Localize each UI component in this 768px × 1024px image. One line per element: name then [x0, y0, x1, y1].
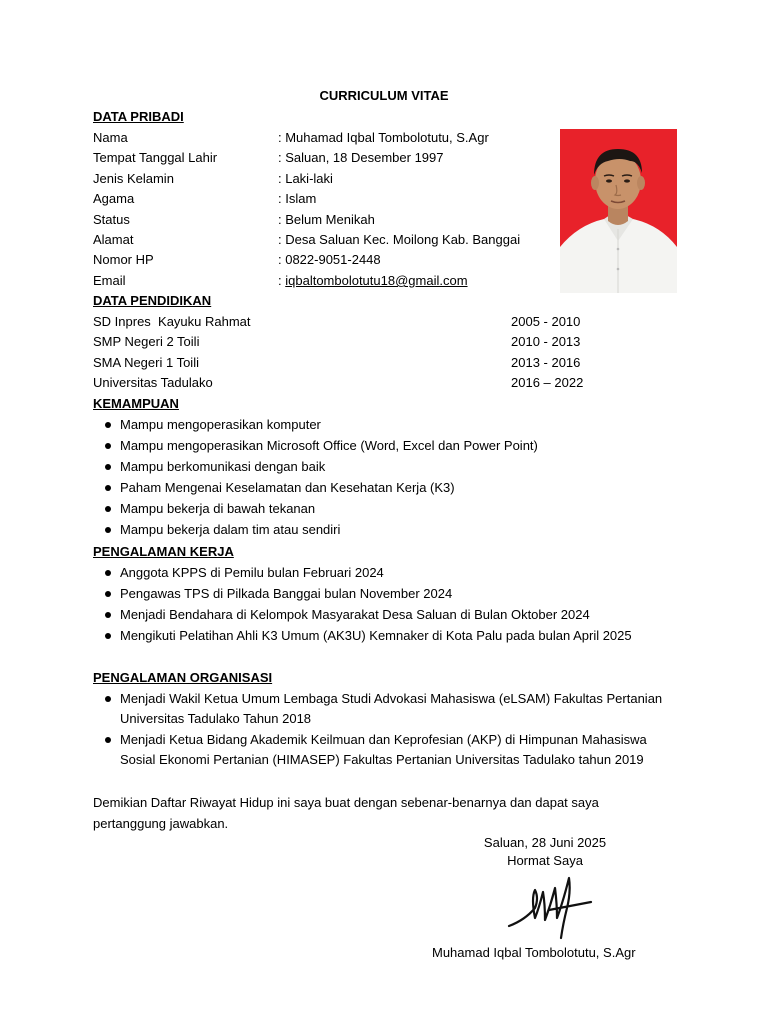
personal-value: : Islam — [278, 191, 317, 206]
email-value-wrap — [278, 271, 468, 291]
list-item: Anggota KPPS di Pemilu bulan Februari 2024 — [93, 563, 663, 583]
person-photo-illustration — [560, 129, 677, 293]
regards: Hormat Saya — [507, 853, 583, 868]
skills-list — [93, 415, 663, 541]
signatory-name: Muhamad Iqbal Tombolotutu, S.Agr — [432, 945, 636, 960]
education-school: Universitas Tadulako — [93, 375, 213, 390]
personal-value: : Desa Saluan Kec. Moilong Kab. Banggai — [278, 232, 521, 247]
skills-heading: KEMAMPUAN — [93, 396, 179, 411]
organization-list — [93, 689, 663, 771]
profile-photo — [560, 129, 677, 293]
list-item: Menjadi Bendahara di Kelompok Masyarakat Desa Saluan di Bulan Oktober 2024 — [93, 605, 663, 625]
personal-heading: DATA PRIBADI — [93, 109, 184, 124]
work-heading: PENGALAMAN KERJA — [93, 544, 234, 559]
place-date: Saluan, 28 Juni 2025 — [483, 835, 607, 850]
email-link[interactable]: iqbaltombolotutu18@gmail.com — [285, 273, 468, 288]
education-school: SMP Negeri 2 Toili — [93, 334, 200, 349]
list-item: Mampu mengoperasikan komputer — [93, 415, 663, 435]
personal-label: Agama — [93, 191, 135, 206]
list-item: Paham Mengenai Keselamatan dan Kesehatan Kerja (K3) — [93, 478, 663, 498]
email-prefix: : — [278, 273, 286, 288]
education-school: SD Inpres Kayuku Rahmat — [93, 314, 251, 329]
personal-label: Nomor HP — [93, 252, 154, 267]
work-list — [93, 563, 663, 647]
personal-value: : Belum Menikah — [278, 212, 375, 227]
education-heading: DATA PENDIDIKAN — [93, 293, 212, 308]
education-years: 2010 - 2013 — [511, 334, 581, 349]
list-item: Mampu mengoperasikan Microsoft Office (Word, Excel dan Power Point) — [93, 436, 663, 456]
organization-heading: PENGALAMAN ORGANISASI — [93, 670, 273, 685]
list-item: Mampu bekerja di bawah tekanan — [93, 499, 663, 519]
personal-label: Jenis Kelamin — [93, 171, 174, 186]
email-label: Email — [93, 273, 126, 288]
signature-image — [505, 868, 595, 940]
education-school: SMA Negeri 1 Toili — [93, 355, 199, 370]
statement-paragraph: Demikian Daftar Riwayat Hidup ini saya buat dengan sebenar-benarnya dan dapat saya pertanggung jawabkan. — [93, 795, 599, 831]
list-item: Mampu bekerja dalam tim atau sendiri — [93, 520, 663, 540]
document-title: CURRICULUM VITAE — [319, 88, 449, 103]
list-item: Pengawas TPS di Pilkada Banggai bulan November 2024 — [93, 584, 663, 604]
personal-label: Tempat Tanggal Lahir — [93, 150, 218, 165]
personal-value: : Saluan, 18 Desember 1997 — [278, 150, 444, 165]
education-years: 2005 - 2010 — [511, 314, 581, 329]
list-item: Mampu berkomunikasi dengan baik — [93, 457, 663, 477]
education-years: 2013 - 2016 — [511, 355, 581, 370]
list-item: Menjadi Wakil Ketua Umum Lembaga Studi Advokasi Mahasiswa (eLSAM) Fakultas Pertanian Universitas Tadulako Tahun 2018 — [93, 689, 663, 729]
list-item: Mengikuti Pelatihan Ahli K3 Umum (AK3U) Kemnaker di Kota Palu pada bulan April 2025 — [93, 626, 663, 646]
personal-label: Status — [93, 212, 130, 227]
personal-value: : Muhamad Iqbal Tombolotutu, S.Agr — [278, 130, 489, 145]
personal-label: Nama — [93, 130, 128, 145]
list-item: Menjadi Ketua Bidang Akademik Keilmuan dan Keprofesian (AKP) di Himpunan Mahasiswa Sosial Ekonomi Pertanian (HIMASEP) Fakultas Pertanian Universitas Tadulako tahun 2019 — [93, 730, 663, 770]
personal-value: : 0822-9051-2448 — [278, 252, 381, 267]
education-years: 2016 – 2022 — [511, 375, 584, 390]
personal-value: : Laki-laki — [278, 171, 333, 186]
personal-label: Alamat — [93, 232, 134, 247]
